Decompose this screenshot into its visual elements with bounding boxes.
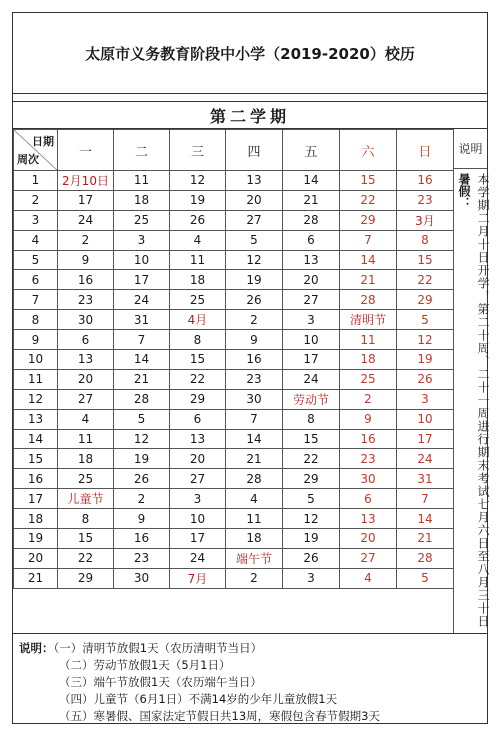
week-number-cell: 6 — [14, 270, 58, 290]
week-row — [14, 270, 454, 290]
notes-label: 说明： — [19, 641, 54, 655]
date-cell: 21 — [340, 270, 397, 290]
date-cell: 14 — [340, 250, 397, 270]
date-cell: 3 — [283, 568, 340, 588]
date-cell: 26 — [397, 369, 454, 389]
date-cell: 14 — [226, 429, 283, 449]
date-cell: 18 — [58, 449, 114, 469]
date-cell: 4 — [226, 489, 283, 509]
notes-section — [13, 633, 487, 731]
date-cell: 端午节 — [226, 548, 283, 568]
date-cell: 22 — [283, 449, 340, 469]
date-cell: 12 — [114, 429, 170, 449]
date-cell: 26 — [283, 548, 340, 568]
date-cell: 25 — [114, 210, 170, 230]
date-cell: 31 — [114, 310, 170, 330]
date-cell: 11 — [170, 250, 226, 270]
date-cell: 13 — [283, 250, 340, 270]
date-cell: 24 — [397, 449, 454, 469]
date-cell: 6 — [283, 230, 340, 250]
week-number-cell: 20 — [14, 548, 58, 568]
date-cell: 28 — [226, 469, 283, 489]
date-cell: 9 — [340, 409, 397, 429]
date-cell: 5 — [397, 568, 454, 588]
date-cell: 15 — [397, 250, 454, 270]
week-number-cell: 10 — [14, 350, 58, 370]
note-item: （二）劳动节放假1天（5月1日） — [59, 658, 231, 672]
date-cell: 10 — [397, 409, 454, 429]
side-note-text: 本学期二月十日开学，第二十周、二十一周进行期末考试七月六日至八月三十日 — [476, 173, 490, 628]
date-cell: 27 — [340, 548, 397, 568]
corner-header — [14, 130, 58, 171]
date-cell: 19 — [170, 190, 226, 210]
date-cell: 18 — [114, 190, 170, 210]
date-cell: 24 — [170, 548, 226, 568]
calendar-body — [14, 171, 454, 589]
date-cell: 16 — [114, 529, 170, 549]
week-row — [14, 330, 454, 350]
date-cell: 2 — [340, 389, 397, 409]
week-row — [14, 509, 454, 529]
note-item: （五）寒暑假、国家法定节假日共13周，寒假包含春节假期3天 — [59, 709, 380, 723]
week-row — [14, 409, 454, 429]
date-cell: 23 — [397, 190, 454, 210]
week-number-cell: 8 — [14, 310, 58, 330]
date-cell: 3 — [114, 230, 170, 250]
date-cell: 11 — [58, 429, 114, 449]
date-cell: 12 — [226, 250, 283, 270]
date-cell: 5 — [114, 409, 170, 429]
day-header: 日 — [397, 130, 454, 171]
week-row — [14, 290, 454, 310]
week-row — [14, 568, 454, 588]
date-cell: 14 — [114, 350, 170, 370]
date-cell: 22 — [340, 190, 397, 210]
date-cell: 18 — [226, 529, 283, 549]
date-cell: 17 — [397, 429, 454, 449]
date-cell: 25 — [170, 290, 226, 310]
date-cell: 3月 — [397, 210, 454, 230]
day-header: 五 — [283, 130, 340, 171]
week-row — [14, 350, 454, 370]
date-cell: 7 — [114, 330, 170, 350]
date-cell: 10 — [170, 509, 226, 529]
week-number-cell: 13 — [14, 409, 58, 429]
date-cell: 8 — [170, 330, 226, 350]
date-cell: 15 — [340, 171, 397, 191]
date-cell: 2月10日 — [58, 171, 114, 191]
date-cell: 28 — [283, 210, 340, 230]
date-cell: 8 — [283, 409, 340, 429]
date-cell: 28 — [340, 290, 397, 310]
date-cell: 19 — [114, 449, 170, 469]
week-number-cell: 15 — [14, 449, 58, 469]
date-cell: 23 — [340, 449, 397, 469]
corner-date-label: 日期 — [32, 135, 54, 148]
date-cell: 3 — [283, 310, 340, 330]
date-cell: 4 — [58, 409, 114, 429]
date-cell: 26 — [226, 290, 283, 310]
date-cell: 24 — [283, 369, 340, 389]
date-cell: 劳动节 — [283, 389, 340, 409]
date-cell: 3 — [170, 489, 226, 509]
date-cell: 22 — [170, 369, 226, 389]
side-note-label: 暑假： — [457, 173, 471, 209]
date-cell: 16 — [58, 270, 114, 290]
date-cell: 30 — [340, 469, 397, 489]
header-row — [14, 130, 454, 171]
date-cell: 14 — [397, 509, 454, 529]
date-cell: 11 — [340, 330, 397, 350]
date-cell: 22 — [397, 270, 454, 290]
date-cell: 5 — [283, 489, 340, 509]
date-cell: 清明节 — [340, 310, 397, 330]
date-cell: 17 — [114, 270, 170, 290]
date-cell: 29 — [397, 290, 454, 310]
week-number-cell: 21 — [14, 568, 58, 588]
week-number-cell: 7 — [14, 290, 58, 310]
day-header: 一 — [58, 130, 114, 171]
side-note-body — [454, 169, 490, 628]
week-row — [14, 449, 454, 469]
week-number-cell: 9 — [14, 330, 58, 350]
date-cell: 20 — [58, 369, 114, 389]
week-row — [14, 548, 454, 568]
date-cell: 13 — [340, 509, 397, 529]
date-cell: 29 — [58, 568, 114, 588]
date-cell: 13 — [226, 171, 283, 191]
date-cell: 11 — [114, 171, 170, 191]
date-cell: 21 — [283, 190, 340, 210]
week-number-cell: 16 — [14, 469, 58, 489]
day-header: 六 — [340, 130, 397, 171]
day-header: 二 — [114, 130, 170, 171]
date-cell: 2 — [58, 230, 114, 250]
week-number-cell: 11 — [14, 369, 58, 389]
date-cell: 27 — [58, 389, 114, 409]
date-cell: 6 — [58, 330, 114, 350]
date-cell: 15 — [58, 529, 114, 549]
date-cell: 12 — [397, 330, 454, 350]
calendar-frame — [12, 12, 488, 724]
date-cell: 28 — [114, 389, 170, 409]
date-cell: 27 — [170, 469, 226, 489]
date-cell: 22 — [58, 548, 114, 568]
day-header: 四 — [226, 130, 283, 171]
week-number-cell: 12 — [14, 389, 58, 409]
date-cell: 5 — [226, 230, 283, 250]
week-row — [14, 489, 454, 509]
week-number-cell: 5 — [14, 250, 58, 270]
date-cell: 18 — [170, 270, 226, 290]
date-cell: 4 — [340, 568, 397, 588]
date-cell: 19 — [397, 350, 454, 370]
date-cell: 16 — [397, 171, 454, 191]
date-cell: 20 — [283, 270, 340, 290]
week-number-cell: 17 — [14, 489, 58, 509]
week-row — [14, 429, 454, 449]
date-cell: 23 — [114, 548, 170, 568]
week-number-cell: 4 — [14, 230, 58, 250]
week-row — [14, 310, 454, 330]
semester-heading: 第二学期 — [13, 101, 487, 129]
date-cell: 3 — [397, 389, 454, 409]
date-cell: 4 — [170, 230, 226, 250]
date-cell: 2 — [226, 568, 283, 588]
date-cell: 23 — [58, 290, 114, 310]
week-row — [14, 389, 454, 409]
week-number-cell: 2 — [14, 190, 58, 210]
week-row — [14, 369, 454, 389]
date-cell: 19 — [283, 529, 340, 549]
date-cell: 20 — [170, 449, 226, 469]
date-cell: 8 — [58, 509, 114, 529]
week-row — [14, 171, 454, 191]
week-number-cell: 3 — [14, 210, 58, 230]
date-cell: 2 — [226, 310, 283, 330]
week-row — [14, 250, 454, 270]
date-cell: 25 — [58, 469, 114, 489]
side-note-header: 说明 — [454, 129, 487, 169]
date-cell: 21 — [114, 369, 170, 389]
date-cell: 29 — [340, 210, 397, 230]
date-cell: 8 — [397, 230, 454, 250]
date-cell: 12 — [283, 509, 340, 529]
date-cell: 7 — [226, 409, 283, 429]
date-cell: 15 — [170, 350, 226, 370]
week-row — [14, 529, 454, 549]
date-cell: 29 — [283, 469, 340, 489]
week-number-cell: 19 — [14, 529, 58, 549]
date-cell: 14 — [283, 171, 340, 191]
day-header: 三 — [170, 130, 226, 171]
date-cell: 7月 — [170, 568, 226, 588]
date-cell: 7 — [340, 230, 397, 250]
date-cell: 9 — [58, 250, 114, 270]
date-cell: 2 — [114, 489, 170, 509]
date-cell: 30 — [226, 389, 283, 409]
date-cell: 18 — [340, 350, 397, 370]
date-cell: 19 — [226, 270, 283, 290]
notes-line — [19, 640, 481, 657]
date-cell: 17 — [170, 529, 226, 549]
corner-week-label: 周次 — [17, 153, 39, 166]
date-cell: 20 — [226, 190, 283, 210]
date-cell: 21 — [397, 529, 454, 549]
note-item: （一）清明节放假1天（农历清明节当日） — [53, 641, 263, 655]
note-item: （三）端午节放假1天（农历端午当日） — [59, 675, 262, 689]
date-cell: 13 — [58, 350, 114, 370]
date-cell: 30 — [58, 310, 114, 330]
date-cell: 30 — [114, 568, 170, 588]
date-cell: 5 — [397, 310, 454, 330]
date-cell: 27 — [226, 210, 283, 230]
week-number-cell: 1 — [14, 171, 58, 191]
date-cell: 6 — [170, 409, 226, 429]
date-cell: 28 — [397, 548, 454, 568]
date-cell: 13 — [170, 429, 226, 449]
date-cell: 9 — [226, 330, 283, 350]
date-cell: 24 — [58, 210, 114, 230]
date-cell: 10 — [283, 330, 340, 350]
date-cell: 25 — [340, 369, 397, 389]
week-number-cell: 18 — [14, 509, 58, 529]
date-cell: 29 — [170, 389, 226, 409]
date-cell: 12 — [170, 171, 226, 191]
date-cell: 16 — [340, 429, 397, 449]
date-cell: 9 — [114, 509, 170, 529]
date-cell: 17 — [58, 190, 114, 210]
page-title: 太原市义务教育阶段中小学（2019-2020）校历 — [13, 13, 487, 94]
date-cell: 4月 — [170, 310, 226, 330]
date-cell: 26 — [170, 210, 226, 230]
date-cell: 15 — [283, 429, 340, 449]
date-cell: 21 — [226, 449, 283, 469]
date-cell: 17 — [283, 350, 340, 370]
date-cell: 26 — [114, 469, 170, 489]
side-note-column — [453, 129, 490, 633]
week-number-cell: 14 — [14, 429, 58, 449]
date-cell: 23 — [226, 369, 283, 389]
date-cell: 24 — [114, 290, 170, 310]
date-cell: 7 — [397, 489, 454, 509]
week-row — [14, 210, 454, 230]
date-cell: 儿童节 — [58, 489, 114, 509]
date-cell: 10 — [114, 250, 170, 270]
date-cell: 20 — [340, 529, 397, 549]
week-row — [14, 469, 454, 489]
date-cell: 6 — [340, 489, 397, 509]
calendar-table — [13, 129, 454, 589]
week-row — [14, 230, 454, 250]
note-item: （四）儿童节（6月1日）不满14岁的少年儿童放假1天 — [59, 692, 338, 706]
date-cell: 31 — [397, 469, 454, 489]
date-cell: 11 — [226, 509, 283, 529]
week-row — [14, 190, 454, 210]
date-cell: 27 — [283, 290, 340, 310]
date-cell: 16 — [226, 350, 283, 370]
